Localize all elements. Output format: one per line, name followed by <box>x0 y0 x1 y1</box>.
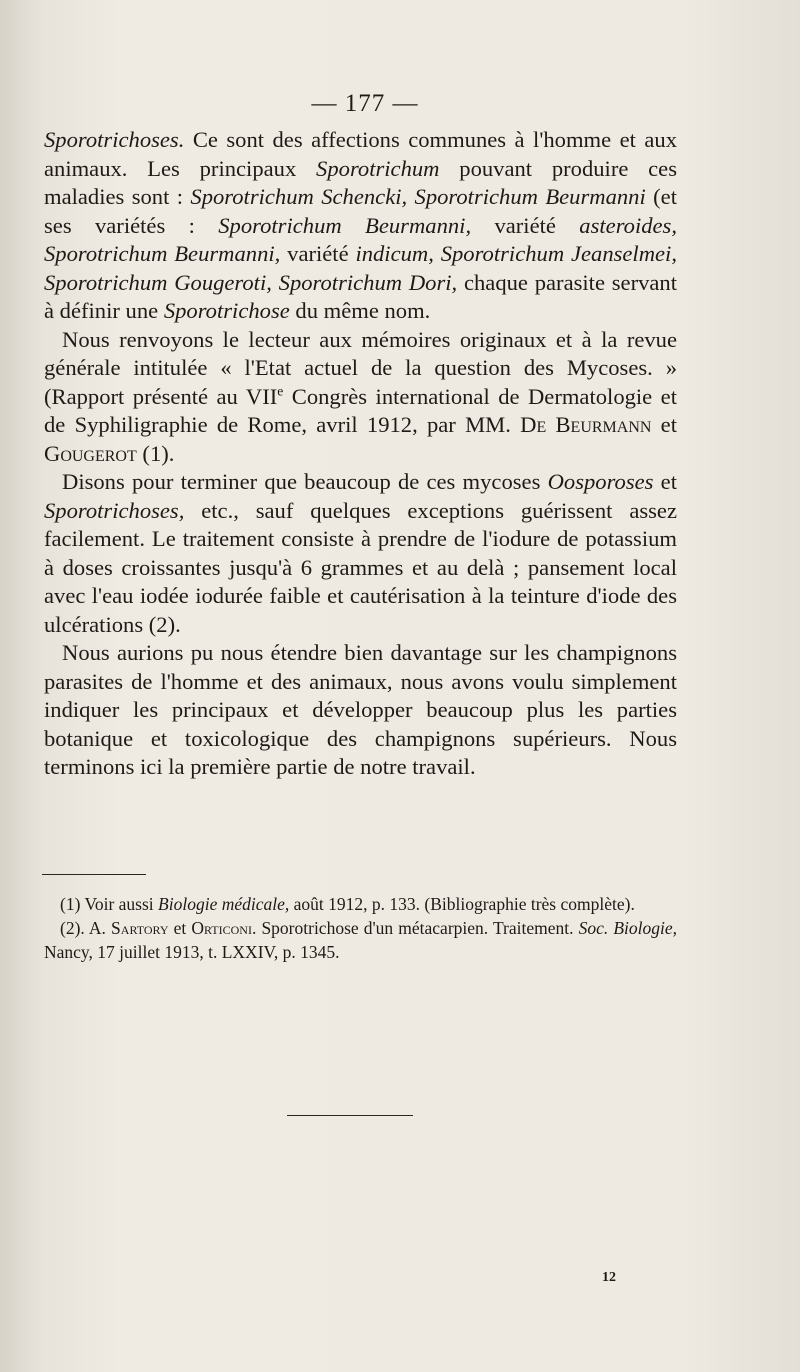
p1-italic-7: Sporotrichum Beurmanni, <box>218 212 472 238</box>
fn1-italic-2: Biologie médicale, <box>158 894 290 914</box>
p1-italic-9: asteroides, Sporotrichum Beurmanni, <box>44 212 677 266</box>
p1-text-8: variété <box>471 212 580 238</box>
p1-italic-1: Sporotrichoses. <box>44 127 185 152</box>
fn1-text-3: août 1912, p. 133. (Bibliographie très complète). <box>289 894 635 914</box>
p2-author-2: Gougerot <box>44 440 137 466</box>
fn2-text-7: Nancy, 17 juillet 1913, t. LXXIV, p. 1345. <box>44 942 340 962</box>
footnote-separator <box>42 874 146 875</box>
fn2-text-5: . Sporotrichose d'un métacarpien. Traitement. <box>251 918 579 938</box>
p1-text-4: pouvant produire ces maladies sont : <box>44 155 678 209</box>
fn1-text-1: (1) Voir aussi <box>60 894 159 914</box>
paragraph-3 <box>44 468 677 639</box>
p3-text-5: etc., sauf quelques exceptions guérissent assez facilement. Le traitement consiste à prendre de l'iodure de potassium à doses croissantes jusqu'à 6 grammes et au delà ; pansement local avec l'eau iodée iodurée faible et cautérisation à la teinture d'iode des ulcérations (2). <box>44 497 677 637</box>
p1-text-6: (et ses variétés : <box>44 184 677 238</box>
paragraph-4 <box>44 639 677 782</box>
fn2-author-1: Sartory <box>111 918 169 938</box>
paragraph-2 <box>44 326 677 469</box>
p1-text-10: variété <box>280 241 356 266</box>
footnotes <box>44 892 677 964</box>
p3-text-1: Disons pour terminer que beaucoup de ces mycoses <box>62 469 548 494</box>
fn2-italic-6: Soc. Biologie, <box>578 918 677 938</box>
p2-text-2: Congrès international de Dermatologie et de Syphiligraphie de Rome, avril 1912, par MM. <box>44 383 677 437</box>
p1-text-14: du même nom. <box>289 298 431 323</box>
p2-text-4: et <box>651 412 677 437</box>
p1-italic-13: Sporotrichose <box>163 298 290 323</box>
p3-text-3: et <box>653 469 677 494</box>
footnote-2 <box>44 916 677 964</box>
fn2-text-1: (2). A. <box>60 918 112 938</box>
p1-text-2: Ce sont des affections communes à l'homme et aux animaux. Les principaux <box>44 127 677 181</box>
main-text <box>44 126 677 782</box>
footnote-1 <box>44 892 677 916</box>
paragraph-1 <box>44 126 677 326</box>
p3-italic-2: Oosporoses <box>547 469 654 494</box>
end-rule <box>287 1115 413 1116</box>
p1-text-12: chaque parasite servant à définir une <box>44 269 677 323</box>
fn2-text-3: et <box>168 918 192 938</box>
p2-superscript: e <box>277 382 284 398</box>
p4-text-1: Nous aurions pu nous étendre bien davantage sur les champignons parasites de l'homme et des animaux, nous avons voulu simplement indiquer les principaux et développer beaucoup plus les parties botanique et toxicologique des champignons supérieurs. Nous terminons ici la première partie de notre travail. <box>44 640 677 779</box>
fn2-author-2: Orticoni <box>191 918 252 938</box>
p2-text-6: (1). <box>136 440 175 466</box>
page-number: — 177 — <box>311 90 419 117</box>
p2-author-1: De Beurmann <box>520 412 652 437</box>
p1-italic-5: Sporotrichum Schencki, Sporotrichum Beurmanni <box>190 184 646 209</box>
p1-italic-3: Sporotrichum <box>316 155 440 181</box>
p2-text-1: Nous renvoyons le lecteur aux mémoires originaux et à la revue générale intitulée « l'Etat actuel de la question des Mycoses. » (Rapport présenté au VII <box>44 326 677 409</box>
p3-italic-4: Sporotrichoses, <box>44 497 185 523</box>
signature-mark: 12 <box>602 1270 616 1285</box>
p1-italic-11: indicum, Sporotrichum Jeanselmei, Sporotrichum Gougeroti, Sporotrichum Dori, <box>44 241 677 295</box>
